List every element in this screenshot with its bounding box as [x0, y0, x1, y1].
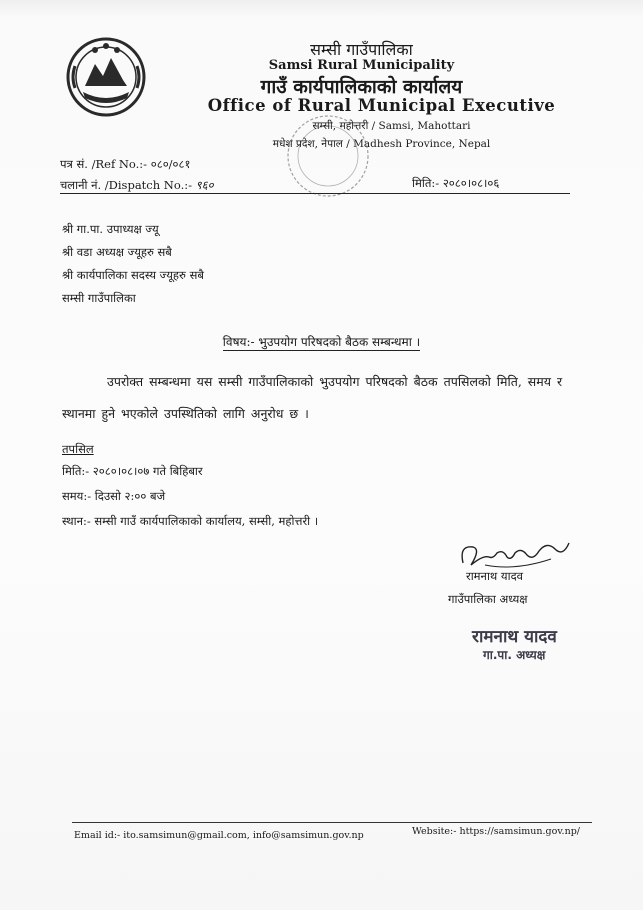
schedule-date: मिति:- २०८०।०८।०७ गते बिहिबार [62, 464, 203, 478]
header-name-np: सम्सी गाउँपालिका [310, 40, 413, 59]
dispatch-label: चलानी नं. /Dispatch No.:- [60, 178, 193, 192]
schedule-time: समय:- दिउसो २:०० बजे [62, 489, 166, 503]
recipient-4: सम्सी गाउँपालिका [62, 291, 136, 305]
ref-number [60, 157, 191, 172]
ref-value: ०८०/०८१ [150, 157, 191, 171]
header-address: सम्सी, महोत्तरी / Samsi, Mahottari [312, 120, 471, 132]
header-office-np: गाउँ कार्यपालिकाको कार्यालय [260, 76, 463, 98]
letter-body: उपरोक्त सम्बन्धमा यस सम्सी गाउँपालिकाको भुउपयोग परिषदको बैठक तपसिलको मिति, समय र स्थानमा हुने भएकोले उपस्थितिको लागि अनुरोध छ । [62, 374, 563, 421]
footer-email: Email id:- ito.samsimun@gmail.com, info@samsimun.gov.np [74, 830, 364, 841]
schedule-heading: तपसिल [62, 442, 94, 456]
header-name-en: Samsi Rural Municipality [268, 58, 455, 73]
signatory-title: गाउँपालिका अध्यक्ष [448, 592, 528, 606]
recipient-2: श्री वडा अध्यक्ष ज्यूहरु सबै [62, 245, 172, 259]
header-province: मधेश प्रदेश, नेपाल / Madhesh Province, Nepal [272, 138, 491, 150]
header-divider [60, 193, 570, 194]
schedule-place: स्थान:- सम्सी गाउँ कार्यपालिकाको कार्यालय, सम्सी, महोत्तरी । [62, 514, 319, 528]
ref-label: पत्र सं. /Ref No.:- [60, 157, 148, 171]
footer-divider [72, 822, 592, 823]
letter-date [412, 176, 499, 191]
header-office-en: Office of Rural Municipal Executive [207, 96, 556, 115]
letter-subject [0, 333, 643, 350]
dispatch-value: ९६० [195, 178, 214, 192]
date-value: २०८०।०८।०६ [442, 176, 500, 190]
dispatch-number [60, 178, 214, 193]
subject-text: विषय:- भुउपयोग परिषदको बैठक सम्बन्धमा । [222, 335, 421, 349]
footer-website: Website:- https://samsimun.gov.np/ [412, 826, 580, 837]
recipient-1: श्री गा.पा. उपाध्यक्ष ज्यू [62, 222, 159, 236]
date-label: मिति:- [412, 176, 440, 190]
stamp-title: गा.पा. अध्यक्ष [483, 648, 546, 662]
stamp-name: रामनाथ यादव [472, 627, 557, 647]
recipient-3: श्री कार्यपालिका सदस्य ज्यूहरु सबै [62, 268, 204, 282]
signatory-name: रामनाथ यादव [466, 569, 524, 583]
